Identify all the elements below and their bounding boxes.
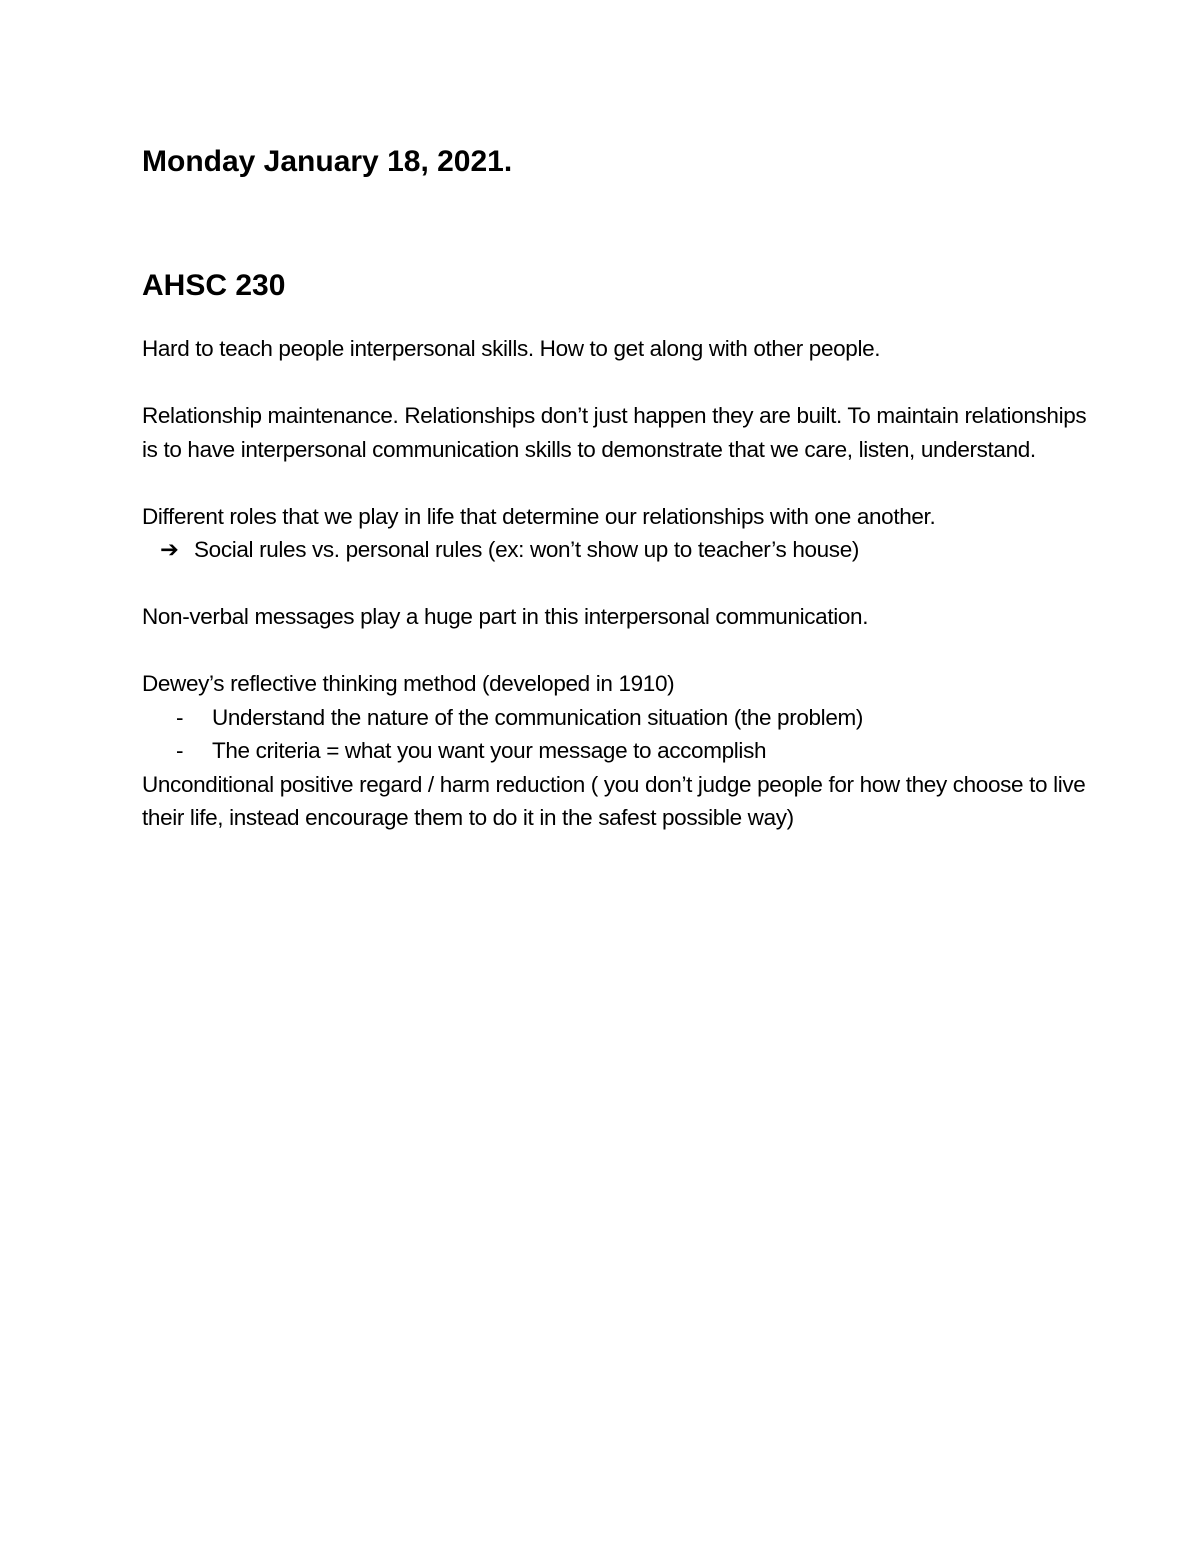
paragraph-relationship-maintenance: Relationship maintenance. Relationships don’t just happen they are built. To maintain relationships is to have interpersonal communication skills to demonstrate that we care, listen, understand. (142, 403, 1087, 462)
arrow-right-icon: ➔ (160, 537, 179, 562)
document-content (142, 142, 1102, 835)
paragraph-different-roles: Different roles that we play in life that determine our relationships with one another. (142, 503, 936, 529)
dash-list-item-text: Understand the nature of the communication situation (the problem) (212, 704, 864, 730)
paragraph-interpersonal-skills: Hard to teach people interpersonal skills. How to get along with other people. (142, 336, 881, 361)
paragraph-unconditional-regard: Unconditional positive regard / harm reduction ( you don’t judge people for how they choose to live their life, instead encourage them to do it in the safest possible way) (142, 771, 1086, 830)
dash-list-item (142, 701, 1102, 735)
dash-marker: - (176, 738, 184, 763)
dash-list-item (142, 734, 1102, 768)
course-heading: AHSC 230 (142, 269, 286, 302)
date-heading: Monday January 18, 2021. (142, 145, 513, 178)
dash-list-item-text: The criteria = what you want your message to accomplish (212, 738, 767, 763)
arrow-bullet-text: Social rules vs. personal rules (ex: won’t show up to teacher’s house) (194, 537, 860, 562)
paragraph-non-verbal: Non-verbal messages play a huge part in this interpersonal communication. (142, 604, 869, 629)
arrow-bullet-item (142, 533, 1102, 567)
dash-marker: - (176, 704, 184, 730)
paragraph-dewey-method: Dewey’s reflective thinking method (developed in 1910) (142, 671, 675, 696)
